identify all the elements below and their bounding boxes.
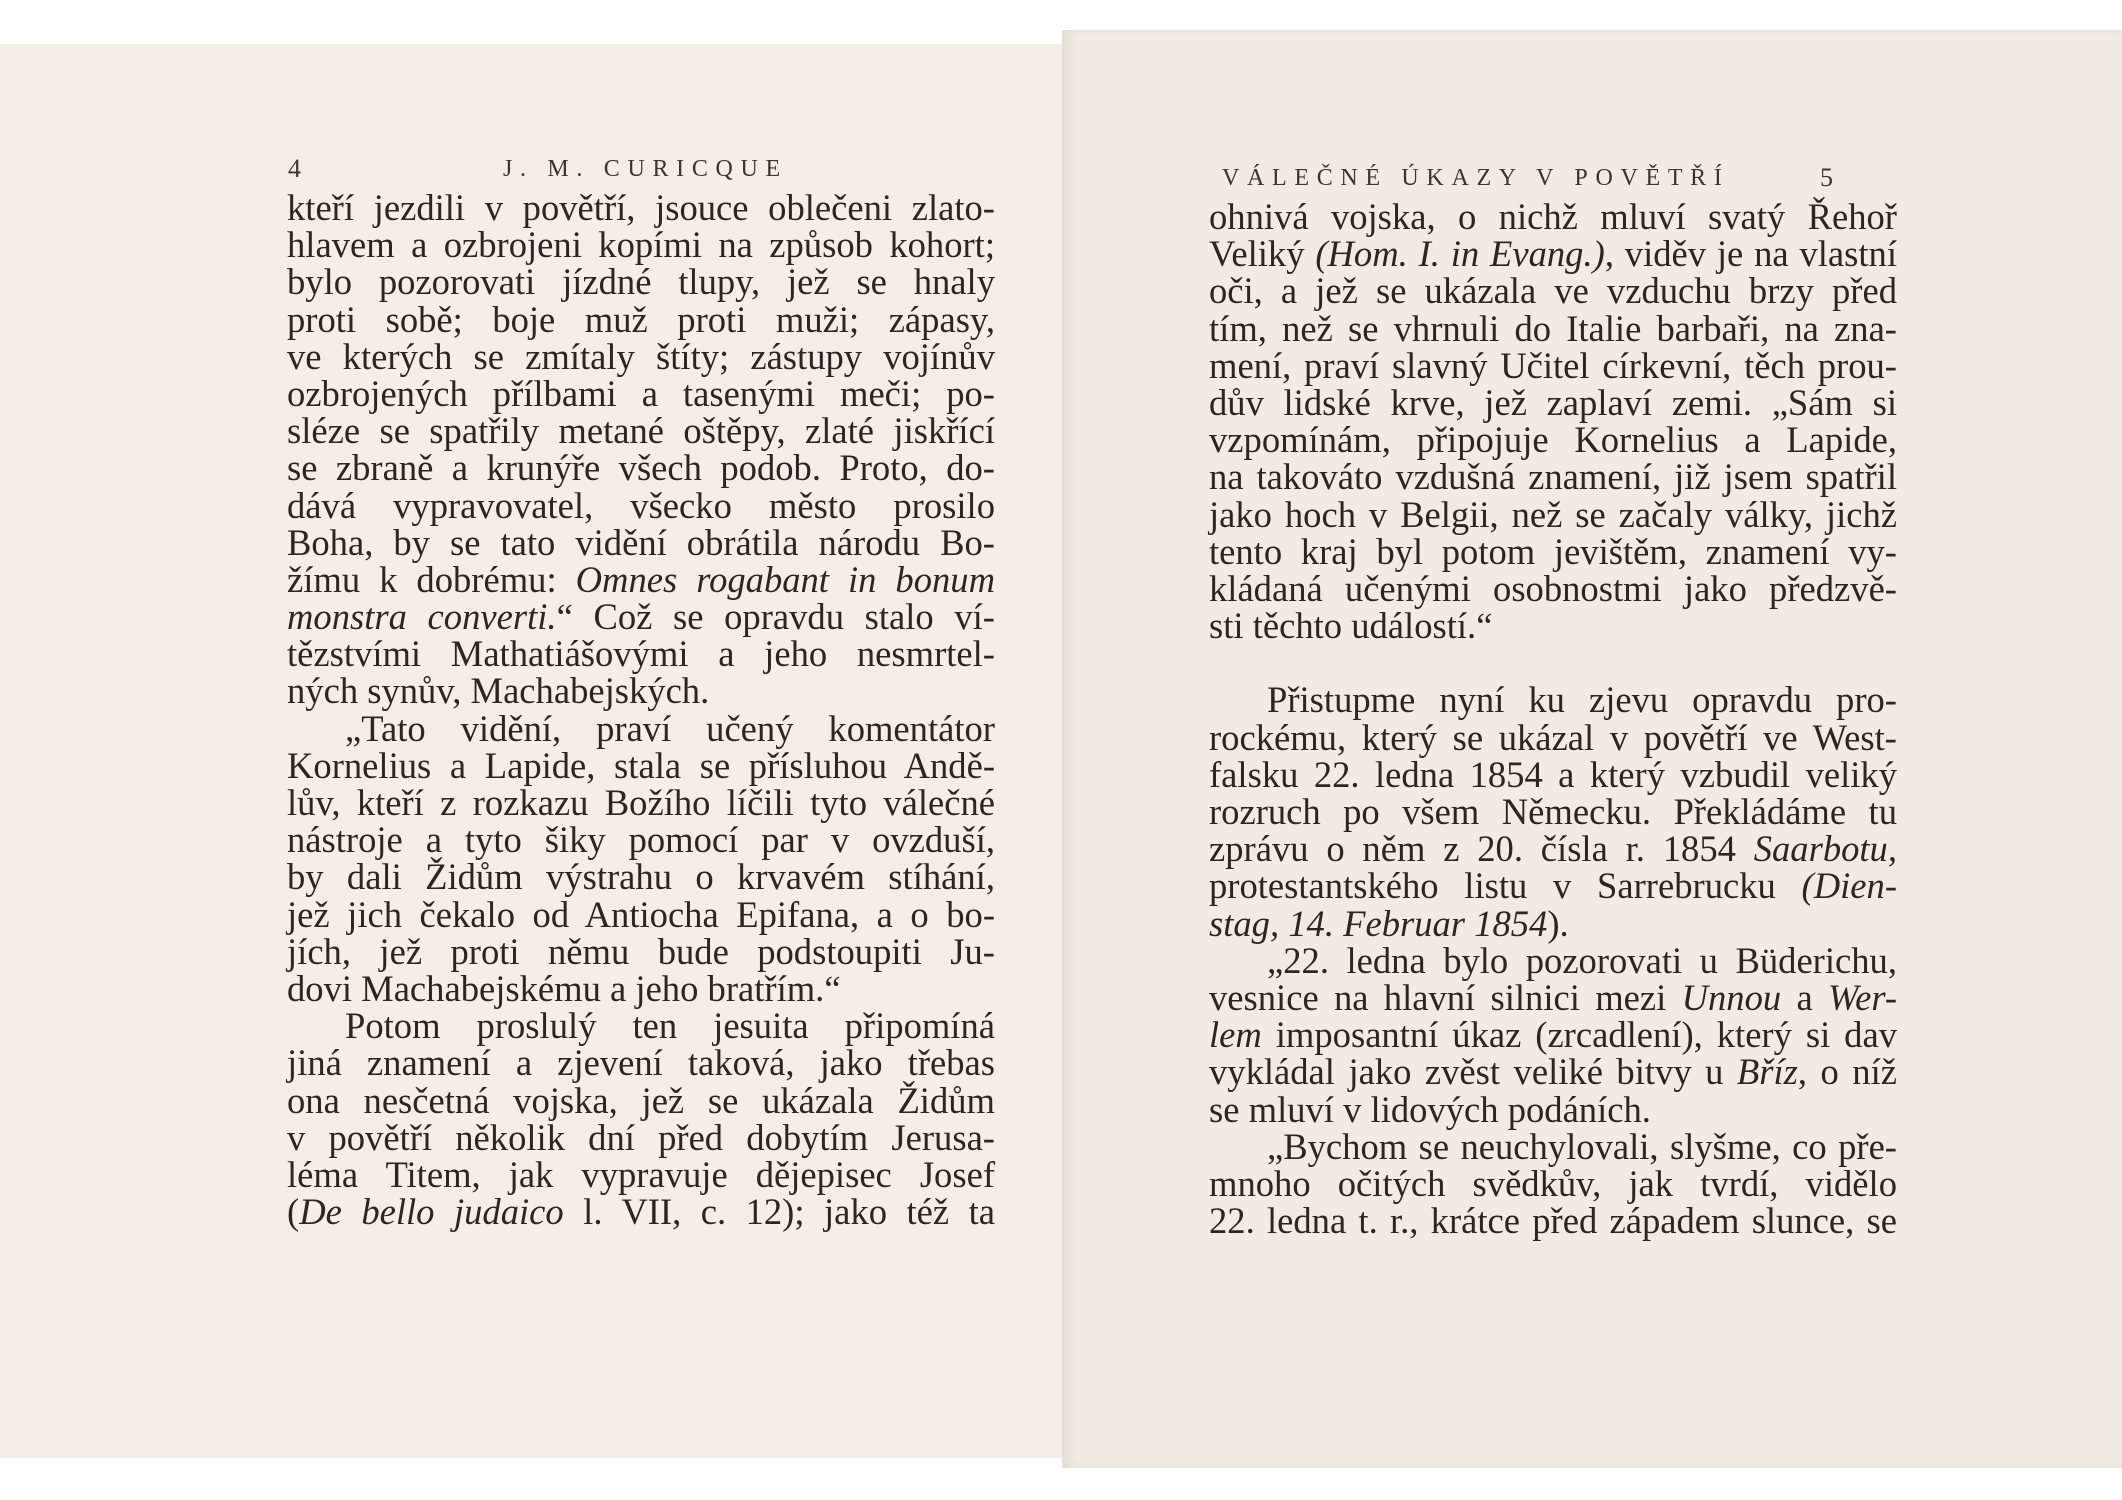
text-run: mení, praví slavný Učitel církevní, těch prou- <box>1209 344 1897 386</box>
text-line <box>1209 419 1897 461</box>
italic-text: monstra converti. <box>287 596 557 638</box>
text-line <box>1209 716 1897 758</box>
text-run: jako hoch v Belgii, než se začaly války, jichž <box>1209 493 1897 535</box>
text-line <box>287 893 995 935</box>
text-line <box>287 261 995 303</box>
text-line <box>287 930 995 972</box>
running-head: VÁLEČNÉ ÚKAZY V POVĚTŘÍ <box>1222 165 1730 191</box>
text-line <box>1209 828 1897 870</box>
text-run: 22. ledna t. r., krátce před západem slunce, se <box>1209 1200 1897 1242</box>
text-line <box>1209 679 1897 721</box>
text-run: ných synův, Machabejských. <box>287 670 710 712</box>
text-line <box>287 410 995 452</box>
text-run: ( <box>287 1191 300 1233</box>
text-run: “ Což se opravdu stalo ví- <box>556 596 995 638</box>
right-page <box>1062 30 2122 1468</box>
text-run: ona nesčetná vojska, jež se ukázala Židům <box>287 1079 995 1121</box>
text-run: „22. ledna bylo pozorovati u Büderichu, <box>1267 939 1897 981</box>
italic-text: lem <box>1209 1014 1262 1056</box>
text-run: se zbraně a krunýře všech podob. Proto, do- <box>287 447 995 489</box>
text-line <box>1209 1014 1897 1056</box>
page-number: 4 <box>288 154 301 183</box>
left-page <box>0 44 1062 1458</box>
text-run: „Tato vidění, praví učený komentátor <box>345 707 995 749</box>
text-line <box>1209 865 1897 907</box>
text-run: dův lidské krve, jež zaplaví zemi. „Sám si <box>1209 381 1897 423</box>
italic-text: (Dien- <box>1801 865 1897 907</box>
text-run: dává vypravovatel, všecko město prosilo <box>287 484 995 526</box>
text-line <box>287 558 995 600</box>
text-line <box>1209 1162 1897 1204</box>
text-run: protestantského listu v Sarrebrucku <box>1209 865 1802 907</box>
text-line <box>287 1042 995 1084</box>
italic-text: Saarbotu, <box>1753 828 1897 870</box>
text-run: na takováto vzdušná znamení, již jsem spatřil <box>1209 456 1897 498</box>
text-run: kládaná učenými osobnostmi jako předzvě- <box>1209 567 1897 609</box>
text-line <box>1209 307 1897 349</box>
text-line <box>1209 1051 1897 1093</box>
text-run: jích, jež proti němu bude podstoupiti Ju- <box>287 930 995 972</box>
italic-text: Bříz <box>1736 1051 1798 1093</box>
text-line <box>287 707 995 749</box>
text-line <box>1209 902 1897 944</box>
italic-text: stag, 14. Februar 1854 <box>1209 902 1548 944</box>
text-line <box>287 633 995 675</box>
text-line <box>287 372 995 414</box>
text-run: proti sobě; boje muž proti muži; zápasy, <box>287 298 995 340</box>
text-run: oči, a jež se ukázala ve vzduchu brzy před <box>1209 270 1897 312</box>
text-line <box>1209 198 1897 235</box>
text-run: by dali Židům výstrahu o krvavém stíhání, <box>287 856 995 898</box>
text-run: ve kterých se zmítaly štíty; zástupy vojínův <box>287 335 995 377</box>
text-run: a <box>1781 976 1828 1018</box>
text-run: Kornelius a Lapide, stala se přísluhou Andě- <box>287 744 995 786</box>
page-text <box>1209 196 1897 1242</box>
page-number: 5 <box>1820 163 1833 192</box>
text-line <box>1209 1125 1897 1167</box>
text-run: „Bychom se neuchylovali, slyšme, co pře- <box>1267 1125 1897 1167</box>
text-line <box>1209 1200 1897 1242</box>
text-line <box>287 1191 996 1233</box>
text-line <box>1209 456 1897 498</box>
text-line <box>287 670 995 712</box>
text-run: vzpomínám, připojuje Kornelius a Lapide, <box>1209 419 1897 461</box>
text-line <box>1209 233 1897 275</box>
text-run: sléze se spatřily metané oštěpy, zlaté jiskřící <box>287 410 995 452</box>
text-line <box>1209 605 1897 647</box>
text-line <box>1209 493 1897 535</box>
text-line <box>287 744 995 786</box>
text-line <box>287 521 995 563</box>
text-run: jež jich čekalo od Antiocha Epifana, a o bo- <box>287 893 995 935</box>
text-run: léma Titem, jak vypravuje dějepisec Josef <box>287 1153 995 1195</box>
text-run: se mluví v lidových podáních. <box>1209 1088 1651 1130</box>
text-line <box>287 784 995 821</box>
text-run: ozbrojených přílbami a tasenými meči; po- <box>287 372 995 414</box>
text-line <box>287 484 995 526</box>
text-run: falsku 22. ledna 1854 a který vzbudil veliký <box>1209 753 1897 795</box>
text-line <box>287 335 995 377</box>
text-run: lův, kteří z rozkazu Božího líčili tyto válečné <box>287 782 995 823</box>
text-line <box>287 224 995 266</box>
text-line <box>1209 939 1897 981</box>
text-line <box>1209 753 1897 795</box>
text-run: vykládal jako zvěst veliké bitvy u <box>1209 1051 1737 1093</box>
section-gap <box>1209 644 1897 681</box>
text-run: jiná znamení a zjevení taková, jako třebas <box>287 1042 995 1084</box>
text-line <box>287 189 995 226</box>
text-run: Boha, by se tato vidění obrátila národu Bo- <box>287 521 995 563</box>
text-run: bylo pozorovati jízdné tlupy, jež se hnaly <box>287 261 995 303</box>
text-line <box>1209 1088 1897 1130</box>
page-text <box>287 187 996 1233</box>
text-line <box>287 856 995 898</box>
text-run: kteří jezdili v povětří, jsouce oblečeni zlato- <box>287 187 995 228</box>
text-line <box>287 596 995 638</box>
text-run: rozruch po všem Německu. Překládáme tu <box>1209 791 1897 832</box>
text-run: l. VII, c. 12); jako též ta <box>563 1191 996 1233</box>
text-run: rockému, který se ukázal v povětří ve West- <box>1209 716 1897 758</box>
text-run: imposantní úkaz (zrcadlení), který si dav <box>1261 1014 1897 1056</box>
italic-text: Unnou <box>1681 976 1782 1018</box>
text-run: nástroje a tyto šiky pomocí par v ovzduší, <box>287 819 995 861</box>
italic-text: De bello judaico <box>299 1191 564 1233</box>
text-line <box>287 447 995 489</box>
text-run: žímu k dobrému: <box>287 558 576 600</box>
text-line <box>287 298 995 340</box>
text-run: Přistupme nyní ku zjevu opravdu pro- <box>1267 679 1897 721</box>
text-run: sti těchto událostí.“ <box>1209 605 1493 647</box>
text-run: v povětří několik dní před dobytím Jerusa- <box>287 1116 995 1158</box>
text-run: tento kraj byl potom jevištěm, znamení vy- <box>1209 530 1897 572</box>
text-line <box>1209 567 1897 609</box>
text-run: Veliký <box>1209 233 1316 275</box>
text-run: dovi Machabejskému a jeho bratřím.“ <box>287 967 841 1009</box>
italic-text: (Hom. I. in Evang.) <box>1315 233 1605 275</box>
text-run: ohnivá vojska, o nichž mluví svatý Řehoř <box>1209 196 1897 237</box>
text-run: , viděv je na vlastní <box>1604 233 1897 275</box>
text-line <box>1209 793 1897 830</box>
text-line <box>287 1153 995 1195</box>
italic-text: Wer- <box>1827 976 1897 1018</box>
text-line <box>1209 976 1897 1018</box>
italic-text: Omnes rogabant in bonum <box>575 558 995 600</box>
text-run: zprávu o něm z 20. čísla r. 1854 <box>1209 828 1754 870</box>
text-run: , o níž <box>1797 1051 1897 1093</box>
text-line <box>287 1005 995 1047</box>
text-run: hlavem a ozbrojeni kopími na způsob kohort; <box>287 224 995 266</box>
text-line <box>1209 530 1897 572</box>
text-run: Potom proslulý ten jesuita připomíná <box>345 1005 995 1047</box>
text-run: mnoho očitých svědkův, jak tvrdí, vidělo <box>1209 1162 1897 1204</box>
text-line <box>287 819 995 861</box>
text-line <box>287 967 995 1009</box>
text-line <box>1209 381 1897 423</box>
text-line <box>1209 270 1897 312</box>
text-run: tím, než se vhrnuli do Italie barbaři, na zna- <box>1209 307 1897 349</box>
running-head: J. M. CURICQUE <box>503 156 788 182</box>
text-run: vesnice na hlavní silnici mezi <box>1209 976 1682 1018</box>
text-line <box>287 1116 995 1158</box>
text-run: tězstvími Mathatiášovými a jeho nesmrtel- <box>287 633 995 675</box>
text-line <box>287 1079 995 1121</box>
text-run: ). <box>1547 902 1569 944</box>
text-line <box>1209 344 1897 386</box>
